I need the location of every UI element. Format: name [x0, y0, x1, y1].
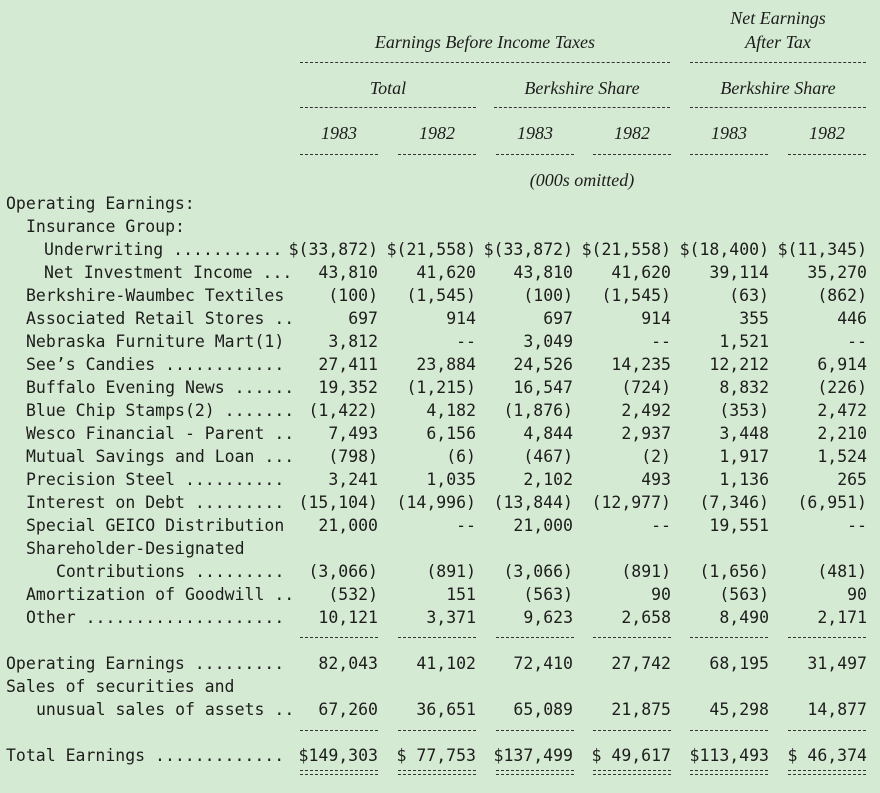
row-label: Berkshire-Waumbec Textiles [26, 286, 285, 305]
table-cell: (226) [817, 378, 867, 397]
row-label: unusual sales of assets .. [36, 700, 295, 719]
table-cell: -- [651, 516, 671, 535]
table-cell: (2) [641, 447, 671, 466]
total-divider [690, 730, 768, 731]
table-cell: $ 49,617 [591, 746, 671, 765]
header-earnings-before-taxes: Earnings Before Income Taxes [374, 32, 596, 52]
table-cell: 4,844 [523, 424, 573, 443]
table-cell: (6,951) [797, 493, 867, 512]
table-cell: $(33,872) [483, 240, 573, 259]
table-cell: 1,035 [426, 470, 476, 489]
table-cell: (891) [621, 562, 671, 581]
table-cell: 21,000 [318, 516, 378, 535]
header-year: 1982 [419, 123, 455, 143]
total-double-rule [300, 770, 378, 775]
row-label: Buffalo Evening News ...... [26, 378, 295, 397]
year-divider [496, 154, 574, 155]
header-net-earnings: Net Earnings [730, 8, 826, 28]
subtotal-divider [300, 637, 378, 638]
row-label: Mutual Savings and Loan ... [26, 447, 295, 466]
table-cell: -- [651, 332, 671, 351]
subtotal-divider [496, 637, 574, 638]
table-cell: (63) [729, 286, 769, 305]
header-year: 1983 [711, 123, 747, 143]
header-divider [690, 107, 866, 108]
table-cell: (12,977) [591, 493, 671, 512]
table-cell: $(11,345) [777, 240, 867, 259]
table-cell: 1,521 [719, 332, 769, 351]
table-cell: 697 [348, 309, 378, 328]
table-cell: $149,303 [298, 746, 378, 765]
header-omitted-note: (000s omitted) [529, 170, 635, 190]
table-cell: 3,448 [719, 424, 769, 443]
table-cell: 90 [847, 585, 867, 604]
table-cell: -- [847, 516, 867, 535]
table-cell: $ 46,374 [787, 746, 867, 765]
total-double-rule [690, 770, 768, 775]
table-cell: 19,551 [709, 516, 769, 535]
table-cell: (798) [328, 447, 378, 466]
header-divider [690, 62, 866, 63]
table-cell: (100) [523, 286, 573, 305]
table-cell: 1,917 [719, 447, 769, 466]
table-cell: 41,620 [611, 263, 671, 282]
table-cell: 36,651 [416, 700, 476, 719]
total-divider [593, 730, 671, 731]
table-cell: 7,493 [328, 424, 378, 443]
header-after-tax: After Tax [745, 32, 811, 52]
table-cell: 45,298 [709, 700, 769, 719]
row-label: Special GEICO Distribution [26, 516, 285, 535]
total-double-rule [593, 770, 671, 775]
table-cell: 2,937 [621, 424, 671, 443]
table-cell: 2,210 [817, 424, 867, 443]
table-cell: 3,049 [523, 332, 573, 351]
table-cell: (6) [446, 447, 476, 466]
table-cell: (14,996) [396, 493, 476, 512]
subtotal-divider [398, 637, 476, 638]
table-cell: 697 [543, 309, 573, 328]
table-cell: (1,545) [406, 286, 476, 305]
table-cell: (563) [523, 585, 573, 604]
table-cell: 68,195 [709, 654, 769, 673]
row-label: Operating Earnings ......... [6, 654, 285, 673]
table-cell: 16,547 [513, 378, 573, 397]
table-cell: 39,114 [709, 263, 769, 282]
table-cell: 82,043 [318, 654, 378, 673]
table-cell: 6,914 [817, 355, 867, 374]
table-cell: (7,346) [699, 493, 769, 512]
table-cell: 3,241 [328, 470, 378, 489]
header-year: 1983 [321, 123, 357, 143]
table-cell: (724) [621, 378, 671, 397]
total-divider [496, 730, 574, 731]
table-cell: (3,066) [503, 562, 573, 581]
table-cell: (467) [523, 447, 573, 466]
table-cell: (1,545) [601, 286, 671, 305]
table-cell: (15,104) [298, 493, 378, 512]
table-cell: 3,371 [426, 608, 476, 627]
header-year: 1982 [809, 123, 845, 143]
table-cell: 914 [641, 309, 671, 328]
total-double-rule [496, 770, 574, 775]
table-cell: (100) [328, 286, 378, 305]
row-label: Interest on Debt ......... [26, 493, 285, 512]
table-cell: 8,832 [719, 378, 769, 397]
row-label: Amortization of Goodwill .. [26, 585, 295, 604]
table-cell: (563) [719, 585, 769, 604]
table-cell: 2,171 [817, 608, 867, 627]
table-cell: 6,156 [426, 424, 476, 443]
row-label: Shareholder-Designated [26, 539, 245, 558]
year-divider [398, 154, 476, 155]
header-divider [300, 62, 670, 63]
table-cell: 2,102 [523, 470, 573, 489]
table-cell: 19,352 [318, 378, 378, 397]
total-double-rule [788, 770, 866, 775]
row-label: Contributions ......... [56, 562, 285, 581]
header-berkshire-share-after-tax: Berkshire Share [720, 78, 836, 98]
row-label: Blue Chip Stamps(2) ....... [26, 401, 295, 420]
table-cell: 41,620 [416, 263, 476, 282]
table-cell: 21,000 [513, 516, 573, 535]
total-double-rule [398, 770, 476, 775]
table-cell: 10,121 [318, 608, 378, 627]
table-cell: $(18,400) [679, 240, 769, 259]
table-cell: 2,658 [621, 608, 671, 627]
table-cell: -- [847, 332, 867, 351]
row-label: Underwriting ........... [44, 240, 283, 259]
table-cell: $ 77,753 [396, 746, 476, 765]
table-cell: (3,066) [308, 562, 378, 581]
table-cell: (13,844) [493, 493, 573, 512]
table-cell: $(21,558) [386, 240, 476, 259]
total-divider [300, 730, 378, 731]
table-cell: $137,499 [493, 746, 573, 765]
table-cell: (1,422) [308, 401, 378, 420]
row-label: Nebraska Furniture Mart(1) [26, 332, 285, 351]
table-cell: 493 [641, 470, 671, 489]
table-cell: 21,875 [611, 700, 671, 719]
year-divider [593, 154, 671, 155]
table-cell: (862) [817, 286, 867, 305]
table-cell: $(21,558) [581, 240, 671, 259]
row-label: Sales of securities and [6, 677, 235, 696]
table-cell: (353) [719, 401, 769, 420]
table-cell: (532) [328, 585, 378, 604]
table-cell: 14,235 [611, 355, 671, 374]
table-cell: 35,270 [807, 263, 867, 282]
table-cell: 4,182 [426, 401, 476, 420]
table-cell: 90 [651, 585, 671, 604]
row-label: Other .................... [26, 608, 285, 627]
table-cell: -- [456, 516, 476, 535]
table-cell: (1,215) [406, 378, 476, 397]
table-cell: 31,497 [807, 654, 867, 673]
table-cell: (891) [426, 562, 476, 581]
subtotal-divider [690, 637, 768, 638]
table-cell: 2,492 [621, 401, 671, 420]
table-cell: (1,656) [699, 562, 769, 581]
table-cell: 3,812 [328, 332, 378, 351]
table-cell: 24,526 [513, 355, 573, 374]
table-cell: 43,810 [513, 263, 573, 282]
header-divider [494, 107, 670, 108]
table-cell: 27,411 [318, 355, 378, 374]
subtotal-divider [593, 637, 671, 638]
table-cell: 65,089 [513, 700, 573, 719]
subtotal-divider [788, 637, 866, 638]
header-berkshire-share: Berkshire Share [524, 78, 640, 98]
table-cell: 12,212 [709, 355, 769, 374]
table-cell: 8,490 [719, 608, 769, 627]
table-cell: -- [456, 332, 476, 351]
table-cell: 43,810 [318, 263, 378, 282]
row-label: Wesco Financial - Parent .. [26, 424, 295, 443]
table-cell: 23,884 [416, 355, 476, 374]
row-label: Associated Retail Stores .. [26, 309, 295, 328]
total-divider [788, 730, 866, 731]
table-cell: 151 [446, 585, 476, 604]
row-label: Insurance Group: [26, 217, 185, 236]
table-cell: (1,876) [503, 401, 573, 420]
table-cell: 14,877 [807, 700, 867, 719]
row-label: Net Investment Income ... [44, 263, 293, 282]
table-cell: $113,493 [689, 746, 769, 765]
section-label: Operating Earnings: [6, 194, 195, 213]
header-year: 1982 [614, 123, 650, 143]
row-label: Total Earnings ............. [6, 746, 285, 765]
table-cell: 67,260 [318, 700, 378, 719]
header-total: Total [369, 78, 407, 98]
total-divider [398, 730, 476, 731]
table-cell: 1,136 [719, 470, 769, 489]
table-cell: (481) [817, 562, 867, 581]
row-label: Precision Steel .......... [26, 470, 285, 489]
year-divider [690, 154, 768, 155]
table-cell: 265 [837, 470, 867, 489]
table-cell: 72,410 [513, 654, 573, 673]
table-cell: 2,472 [817, 401, 867, 420]
table-cell: 41,102 [416, 654, 476, 673]
table-cell: 446 [837, 309, 867, 328]
table-cell: 355 [739, 309, 769, 328]
table-cell: 27,742 [611, 654, 671, 673]
table-cell: 9,623 [523, 608, 573, 627]
table-cell: 914 [446, 309, 476, 328]
row-label: See’s Candies ............ [26, 355, 285, 374]
header-year: 1983 [517, 123, 553, 143]
year-divider [300, 154, 378, 155]
table-cell: $(33,872) [288, 240, 378, 259]
year-divider [788, 154, 866, 155]
header-divider [300, 107, 476, 108]
table-cell: 1,524 [817, 447, 867, 466]
